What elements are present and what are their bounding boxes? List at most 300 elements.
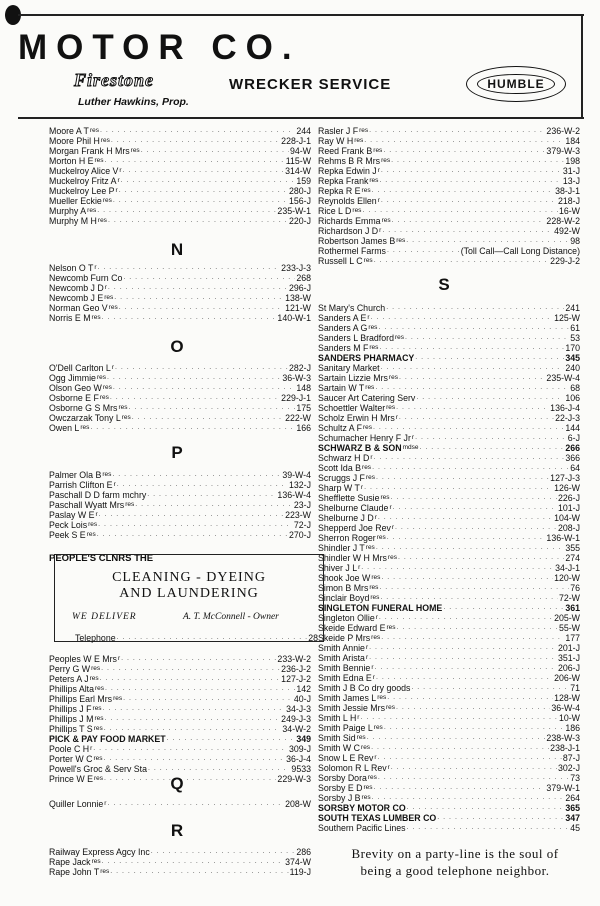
badge-text: HUMBLE [477, 74, 554, 94]
left-p-list [49, 470, 311, 540]
directory-entry [318, 373, 580, 383]
entry-number: 13-J [562, 176, 580, 186]
service-label: WRECKER SERVICE [229, 76, 392, 93]
leader-dots [382, 226, 553, 236]
entry-type: res [96, 374, 106, 381]
letter-heading-r: R [170, 821, 184, 840]
directory-entry [49, 393, 311, 403]
entry-name: Peoples W E Mrs [49, 654, 117, 664]
directory-entry [318, 783, 580, 793]
entry-number: 55-W [558, 623, 580, 633]
entry-number: 228-J-1 [281, 136, 311, 146]
entry-type: res [99, 394, 109, 401]
leader-dots [407, 803, 565, 813]
leader-dots [141, 146, 289, 156]
entry-type: res [91, 314, 101, 321]
entry-type: res [92, 705, 102, 712]
entry-number: 492-W [554, 226, 580, 236]
directory-entry [318, 313, 580, 323]
leader-dots [93, 744, 288, 754]
entry-number: 223-W [285, 510, 311, 520]
directory-entry [49, 283, 311, 293]
entry-type: res [388, 374, 398, 381]
entry-number: 218-J [557, 196, 580, 206]
leader-dots [148, 764, 290, 774]
entry-type: r [357, 714, 360, 721]
directory-entry [318, 176, 580, 186]
directory-entry [318, 773, 580, 783]
entry-name: Schumacher Henry F Jr [318, 433, 411, 443]
entry-number: 236-W-2 [546, 126, 580, 136]
leader-dots [371, 313, 553, 323]
entry-number: 125-W [554, 313, 580, 323]
leader-dots [443, 603, 564, 613]
entry-type: res [368, 324, 378, 331]
entry-number: 229-J-2 [550, 256, 580, 266]
entry-type: r [371, 664, 374, 671]
entry-number: 365 [565, 803, 580, 813]
entry-name: Rasler J F [318, 126, 359, 136]
leader-dots [416, 393, 564, 403]
directory-entry [318, 343, 580, 353]
directory-entry [49, 303, 311, 313]
leader-dots [97, 206, 276, 216]
directory-entry [318, 563, 580, 573]
leader-dots [386, 303, 564, 313]
letter-heading-o: O [170, 337, 184, 356]
entry-type: res [373, 147, 383, 154]
entry-name: Scott Ida B [318, 463, 362, 473]
entry-name: Moore A T [49, 126, 89, 136]
leader-dots [112, 470, 281, 480]
entry-number: 73 [570, 773, 580, 783]
entry-type: res [373, 724, 383, 731]
entry-name: Skeide Edward E [318, 623, 386, 633]
entry-type: res [354, 137, 364, 144]
directory-entry [49, 867, 311, 877]
directory-entry [318, 483, 580, 493]
entry-type: res [369, 584, 379, 591]
leader-dots [132, 413, 284, 423]
entry-number: 220-J [288, 216, 311, 226]
entry-name: Muckelroy Fritz A [49, 176, 117, 186]
leader-dots [380, 593, 558, 603]
directory-entry [318, 713, 580, 723]
brand-logo: Firestone [74, 70, 155, 90]
entry-type: r [111, 364, 114, 371]
entry-name: Repka R E [318, 186, 361, 196]
entry-type: r [375, 614, 378, 621]
leader-dots [378, 773, 569, 783]
directory-entry [318, 683, 580, 693]
leader-dots [371, 743, 549, 753]
ad-line-2: AND LAUNDERING [119, 586, 259, 601]
leader-dots [113, 196, 288, 206]
entry-name: Smith Sid [318, 733, 356, 743]
entry-number: 36-W-4 [551, 703, 580, 713]
leader-dots [372, 793, 565, 803]
leader-dots [102, 857, 284, 867]
entry-type: res [363, 784, 373, 791]
right-r-list [318, 126, 580, 266]
entry-name: O'Dell Carlton L [49, 363, 111, 373]
directory-entry [49, 136, 311, 146]
directory-entry [49, 847, 311, 857]
entry-type: res [89, 127, 99, 134]
leader-dots [369, 126, 545, 136]
entry-type: res [356, 734, 366, 741]
ad-heading: PEOPLE'S CLNRS THE [49, 553, 154, 564]
directory-entry [49, 383, 311, 393]
entry-name: Shiver J L [318, 563, 358, 573]
entry-type: res [121, 414, 131, 421]
directory-entry [49, 674, 311, 684]
entry-type: res [130, 147, 140, 154]
leader-dots [378, 323, 569, 333]
directory-entry [318, 823, 580, 833]
entry-number: 106 [565, 393, 580, 403]
directory-entry [318, 413, 580, 423]
leader-dots [110, 867, 288, 877]
leader-dots [411, 683, 569, 693]
directory-entry [49, 694, 311, 704]
entry-number: 206-J [557, 663, 580, 673]
entry-type: res [89, 675, 99, 682]
leader-dots [374, 256, 549, 266]
directory-entry [318, 383, 580, 393]
entry-type: res [361, 794, 371, 801]
entry-type: res [361, 744, 371, 751]
leader-dots [104, 724, 282, 734]
leader-dots [399, 413, 554, 423]
directory-entry [318, 603, 580, 613]
directory-entry [49, 520, 311, 530]
entry-number: 347 [565, 813, 580, 823]
entry-number: 208-J [557, 523, 580, 533]
entry-name: Olson Geo W [49, 383, 102, 393]
leader-dots [100, 126, 295, 136]
entry-type: res [385, 704, 395, 711]
entry-type: res [91, 858, 101, 865]
entry-name: Moore Phil H [49, 136, 100, 146]
leader-dots [114, 293, 284, 303]
left-m-list [49, 126, 311, 226]
directory-entry [49, 744, 311, 754]
entry-type: res [365, 384, 375, 391]
directory-entry [318, 533, 580, 543]
leader-dots [101, 664, 280, 674]
leader-dots [107, 373, 281, 383]
leader-dots [373, 423, 564, 433]
entry-name: Railway Express Agcy Inc [49, 847, 150, 857]
directory-entry [49, 273, 311, 283]
entry-number: 101-J [557, 503, 580, 513]
leader-dots [110, 393, 280, 403]
entry-number: 236-J-2 [281, 664, 311, 674]
entry-type: r [411, 434, 415, 441]
entry-name: Paschall D D farm mchry [49, 490, 147, 500]
entry-type: r [367, 314, 370, 321]
leader-dots [105, 156, 285, 166]
entry-number: 233-J-3 [281, 263, 311, 273]
letter-heading-n: N [170, 240, 184, 259]
directory-entry [49, 363, 311, 373]
entry-name: Smith L H [318, 713, 357, 723]
entry-number: 222-W [285, 413, 311, 423]
directory-entry [318, 513, 580, 523]
entry-number: 266 [565, 443, 580, 453]
leader-dots [396, 703, 550, 713]
entry-name: Shelburne J D [318, 513, 374, 523]
entry-name: Sherron Roger [318, 533, 376, 543]
entry-type: res [94, 157, 104, 164]
entry-name: Saucer Art Catering Serv [318, 393, 416, 403]
entry-name: Rape John T [49, 867, 100, 877]
entry-number: 159 [296, 176, 311, 186]
leader-dots [362, 206, 558, 216]
entry-number: 34-J-1 [555, 563, 580, 573]
entry-name: Phillips J M [49, 714, 94, 724]
entry-name: Nelson O T [49, 263, 94, 273]
entry-type: res [381, 217, 391, 224]
entry-name: Repka Frank [318, 176, 369, 186]
directory-entry [318, 703, 580, 713]
entry-name: Smith Arista [318, 653, 365, 663]
entry-type: res [369, 177, 379, 184]
proprietor: Luther Hawkins, Prop. [78, 96, 189, 108]
entry-number: 127-J-3 [550, 473, 580, 483]
leader-dots [372, 186, 554, 196]
entry-name: SOUTH TEXAS LUMBER CO [318, 813, 437, 823]
directory-entry [49, 176, 311, 186]
entry-name: PICK & PAY FOOD MARKET [49, 734, 166, 744]
directory-entry [49, 263, 311, 273]
leader-dots [395, 523, 557, 533]
directory-entry [318, 246, 580, 256]
leader-dots [378, 753, 562, 763]
entry-type: res [365, 544, 375, 551]
directory-entry [318, 216, 580, 226]
entry-name: Parrish Clifton E [49, 480, 113, 490]
entry-type: r [360, 484, 364, 491]
leader-dots [104, 754, 286, 764]
entry-type: res [93, 755, 103, 762]
entry-type: r [90, 745, 93, 752]
leader-dots [407, 823, 570, 833]
entry-type: mdse [402, 444, 419, 451]
directory-entry [318, 353, 580, 363]
entry-number: 120-W [554, 573, 580, 583]
entry-name: Smith Annie [318, 643, 365, 653]
directory-entry [49, 196, 311, 206]
leader-dots [98, 520, 293, 530]
entry-number: 286 [296, 847, 311, 857]
directory-entry [318, 743, 580, 753]
directory-entry [49, 500, 311, 510]
directory-entry [318, 723, 580, 733]
directory-entry [49, 403, 311, 413]
leader-dots [123, 166, 284, 176]
entry-number: 121-W [285, 303, 311, 313]
entry-name: Sorsby E D [318, 783, 363, 793]
entry-type: r [377, 197, 380, 204]
entry-type: r [395, 414, 398, 421]
entry-number: 379-W-3 [546, 146, 580, 156]
entry-number: 205-W [554, 613, 580, 623]
directory-entry [318, 196, 580, 206]
entry-name: Newcomb J D [49, 283, 104, 293]
entry-number: 140-W-1 [277, 313, 311, 323]
entry-number: 170 [565, 343, 580, 353]
leader-dots [379, 343, 564, 353]
entry-name: Osborne E F [49, 393, 99, 403]
entry-name: Morgan Frank H Mrs [49, 146, 130, 156]
leader-dots [387, 533, 546, 543]
entry-name: Peek S E [49, 530, 86, 540]
entry-number: (Toll Call—Call Long Distance) [460, 246, 580, 256]
leader-dots [379, 583, 569, 593]
directory-entry [318, 236, 580, 246]
entry-name: Scruggs J F [318, 473, 365, 483]
entry-type: res [363, 424, 373, 431]
entry-name: Ogg Jimmie [49, 373, 96, 383]
entry-type: r [365, 654, 369, 661]
ad-deliver: WE DELIVER [72, 612, 137, 622]
entry-name: Phillips Earl Mrs [49, 694, 113, 704]
entry-number: 72-J [293, 520, 311, 530]
directory-entry [49, 126, 311, 136]
leader-dots [384, 723, 565, 733]
leader-dots [387, 693, 553, 703]
leader-dots [415, 353, 564, 363]
entry-name: Sanders L Bradford [318, 333, 394, 343]
entry-name: Rice L D [318, 206, 352, 216]
entry-type: res [125, 501, 135, 508]
entry-name: Repka Edwin J [318, 166, 377, 176]
directory-entry [318, 423, 580, 433]
entry-number: 235-W-4 [546, 373, 580, 383]
leader-dots [111, 136, 280, 146]
entry-number: 23-J [293, 500, 311, 510]
directory-entry [49, 510, 311, 520]
entry-type: r [365, 644, 369, 651]
entry-number: 61 [570, 323, 580, 333]
entry-number: 6-J [567, 433, 580, 443]
leader-dots [398, 553, 564, 563]
leader-dots [369, 643, 557, 653]
entry-number: 314-W [285, 166, 311, 176]
letter-heading-q: Q [170, 774, 184, 793]
directory-entry [49, 724, 311, 734]
directory-entry [318, 573, 580, 583]
entry-number: 16-W [558, 206, 580, 216]
entry-name: Phillips T S [49, 724, 93, 734]
left-q-list [49, 799, 311, 809]
directory-entry [318, 753, 580, 763]
entry-number: 34-J-3 [286, 704, 311, 714]
entry-number: 72-W [558, 593, 580, 603]
entry-number: 184 [565, 136, 580, 146]
entry-number: 68 [570, 383, 580, 393]
leader-dots [147, 490, 276, 500]
entry-type: res [367, 774, 377, 781]
entry-name: Sanders A G [318, 323, 368, 333]
entry-type: r [119, 167, 122, 174]
leader-dots [117, 480, 288, 490]
entry-type: res [370, 594, 380, 601]
left-r-list [49, 847, 311, 877]
directory-entry [318, 166, 580, 176]
entry-name: Robertson James B [318, 236, 396, 246]
entry-name: SORSBY MOTOR CO [318, 803, 406, 813]
directory-entry [49, 313, 311, 323]
directory-entry [49, 654, 311, 664]
leader-dots [376, 473, 549, 483]
directory-entry [49, 373, 311, 383]
leader-dots [381, 363, 565, 373]
entry-number: 374-W [285, 857, 311, 867]
entry-name: Sharp W T [318, 483, 360, 493]
directory-entry [49, 146, 311, 156]
entry-type: res [377, 694, 387, 701]
entry-number: 71 [570, 683, 580, 693]
entry-type: r [370, 454, 373, 461]
leader-dots [105, 684, 295, 694]
leader-dots [393, 503, 557, 513]
entry-name: Osborne G S Mrs [49, 403, 118, 413]
entry-number: 229-W-3 [277, 774, 311, 784]
entry-number: 249-J-3 [281, 714, 311, 724]
entry-type: r [374, 754, 377, 761]
entry-number: 175 [296, 403, 311, 413]
directory-entry [318, 623, 580, 633]
entry-name: Rothermel Farms [318, 246, 386, 256]
entry-number: 302-J [557, 763, 580, 773]
entry-type: r [104, 800, 107, 807]
entry-number: 127-J-2 [281, 674, 311, 684]
entry-name: Sartain W T [318, 383, 365, 393]
company-name: MOTOR CO. [18, 28, 301, 67]
entry-name: Smith W C [318, 743, 361, 753]
entry-name: Palmer Ola B [49, 470, 102, 480]
entry-number: 64 [570, 463, 580, 473]
entry-number: 156-J [288, 196, 311, 206]
ad-line-1: CLEANING - DYEING [112, 570, 266, 585]
leader-dots [391, 763, 557, 773]
entry-type: res [394, 334, 404, 341]
leader-dots [123, 273, 295, 283]
entry-type: r [379, 227, 382, 234]
entry-name: SCHWARZ B & SON [318, 443, 402, 453]
entry-type: res [97, 217, 107, 224]
directory-entry [49, 293, 311, 303]
entry-name: Prince W E [49, 774, 93, 784]
entry-number: 31-J [562, 166, 580, 176]
entry-name: Ray W H [318, 136, 354, 146]
entry-name: Scholz Erwin H Mrs [318, 413, 395, 423]
entry-number: 238-W-3 [546, 733, 580, 743]
leader-dots [100, 674, 281, 684]
leader-dots [419, 443, 564, 453]
directory-entry [318, 553, 580, 563]
leader-dots [381, 196, 557, 206]
directory-entry [318, 433, 580, 443]
leader-dots [97, 530, 288, 540]
entry-name: Murphy A [49, 206, 87, 216]
directory-entry [318, 473, 580, 483]
entry-number: 201-J [557, 643, 580, 653]
entry-name: Sanders M F [318, 343, 369, 353]
